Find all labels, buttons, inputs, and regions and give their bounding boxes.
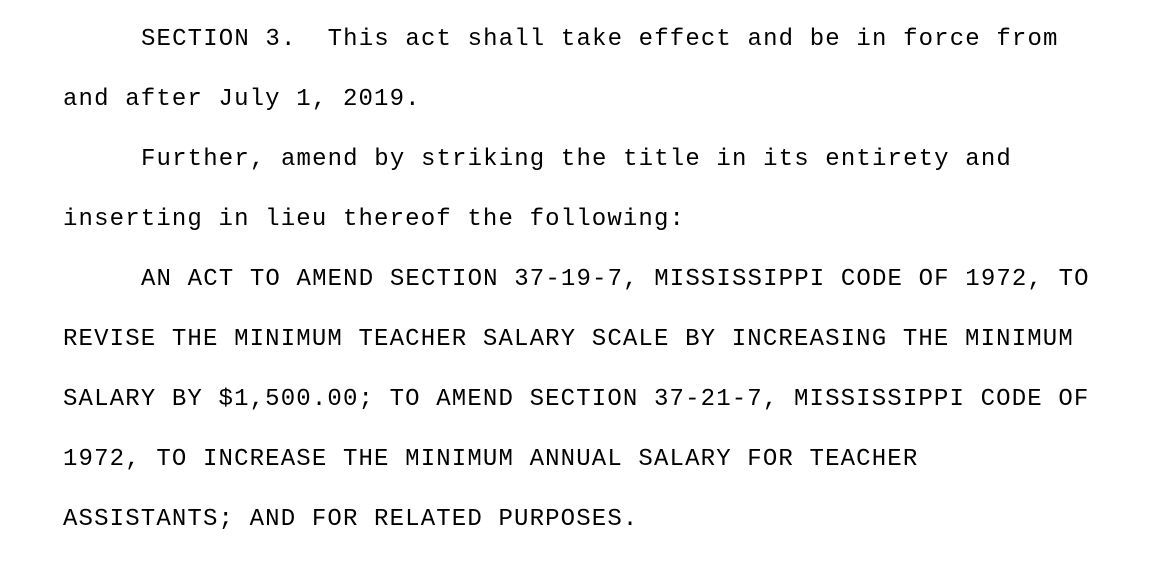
section-3-line-2: and after July 1, 2019. bbox=[63, 86, 421, 113]
new-title-line-5: ASSISTANTS; AND FOR RELATED PURPOSES. bbox=[63, 506, 639, 533]
title-amendment-line-2: inserting in lieu thereof the following: bbox=[63, 206, 686, 233]
new-title-line-1: AN ACT TO AMEND SECTION 37-19-7, MISSISSIPPI CODE OF 1972, TO bbox=[141, 266, 1090, 293]
section-3-line-1: SECTION 3. This act shall take effect and be in force from bbox=[141, 26, 1059, 53]
title-amendment-line-1: Further, amend by striking the title in its entirety and bbox=[141, 146, 1012, 173]
new-title-line-3: SALARY BY $1,500.00; TO AMEND SECTION 37-21-7, MISSISSIPPI CODE OF bbox=[63, 386, 1090, 413]
new-title-line-2: REVISE THE MINIMUM TEACHER SALARY SCALE BY INCREASING THE MINIMUM bbox=[63, 326, 1074, 353]
new-title-line-4: 1972, TO INCREASE THE MINIMUM ANNUAL SALARY FOR TEACHER bbox=[63, 446, 919, 473]
